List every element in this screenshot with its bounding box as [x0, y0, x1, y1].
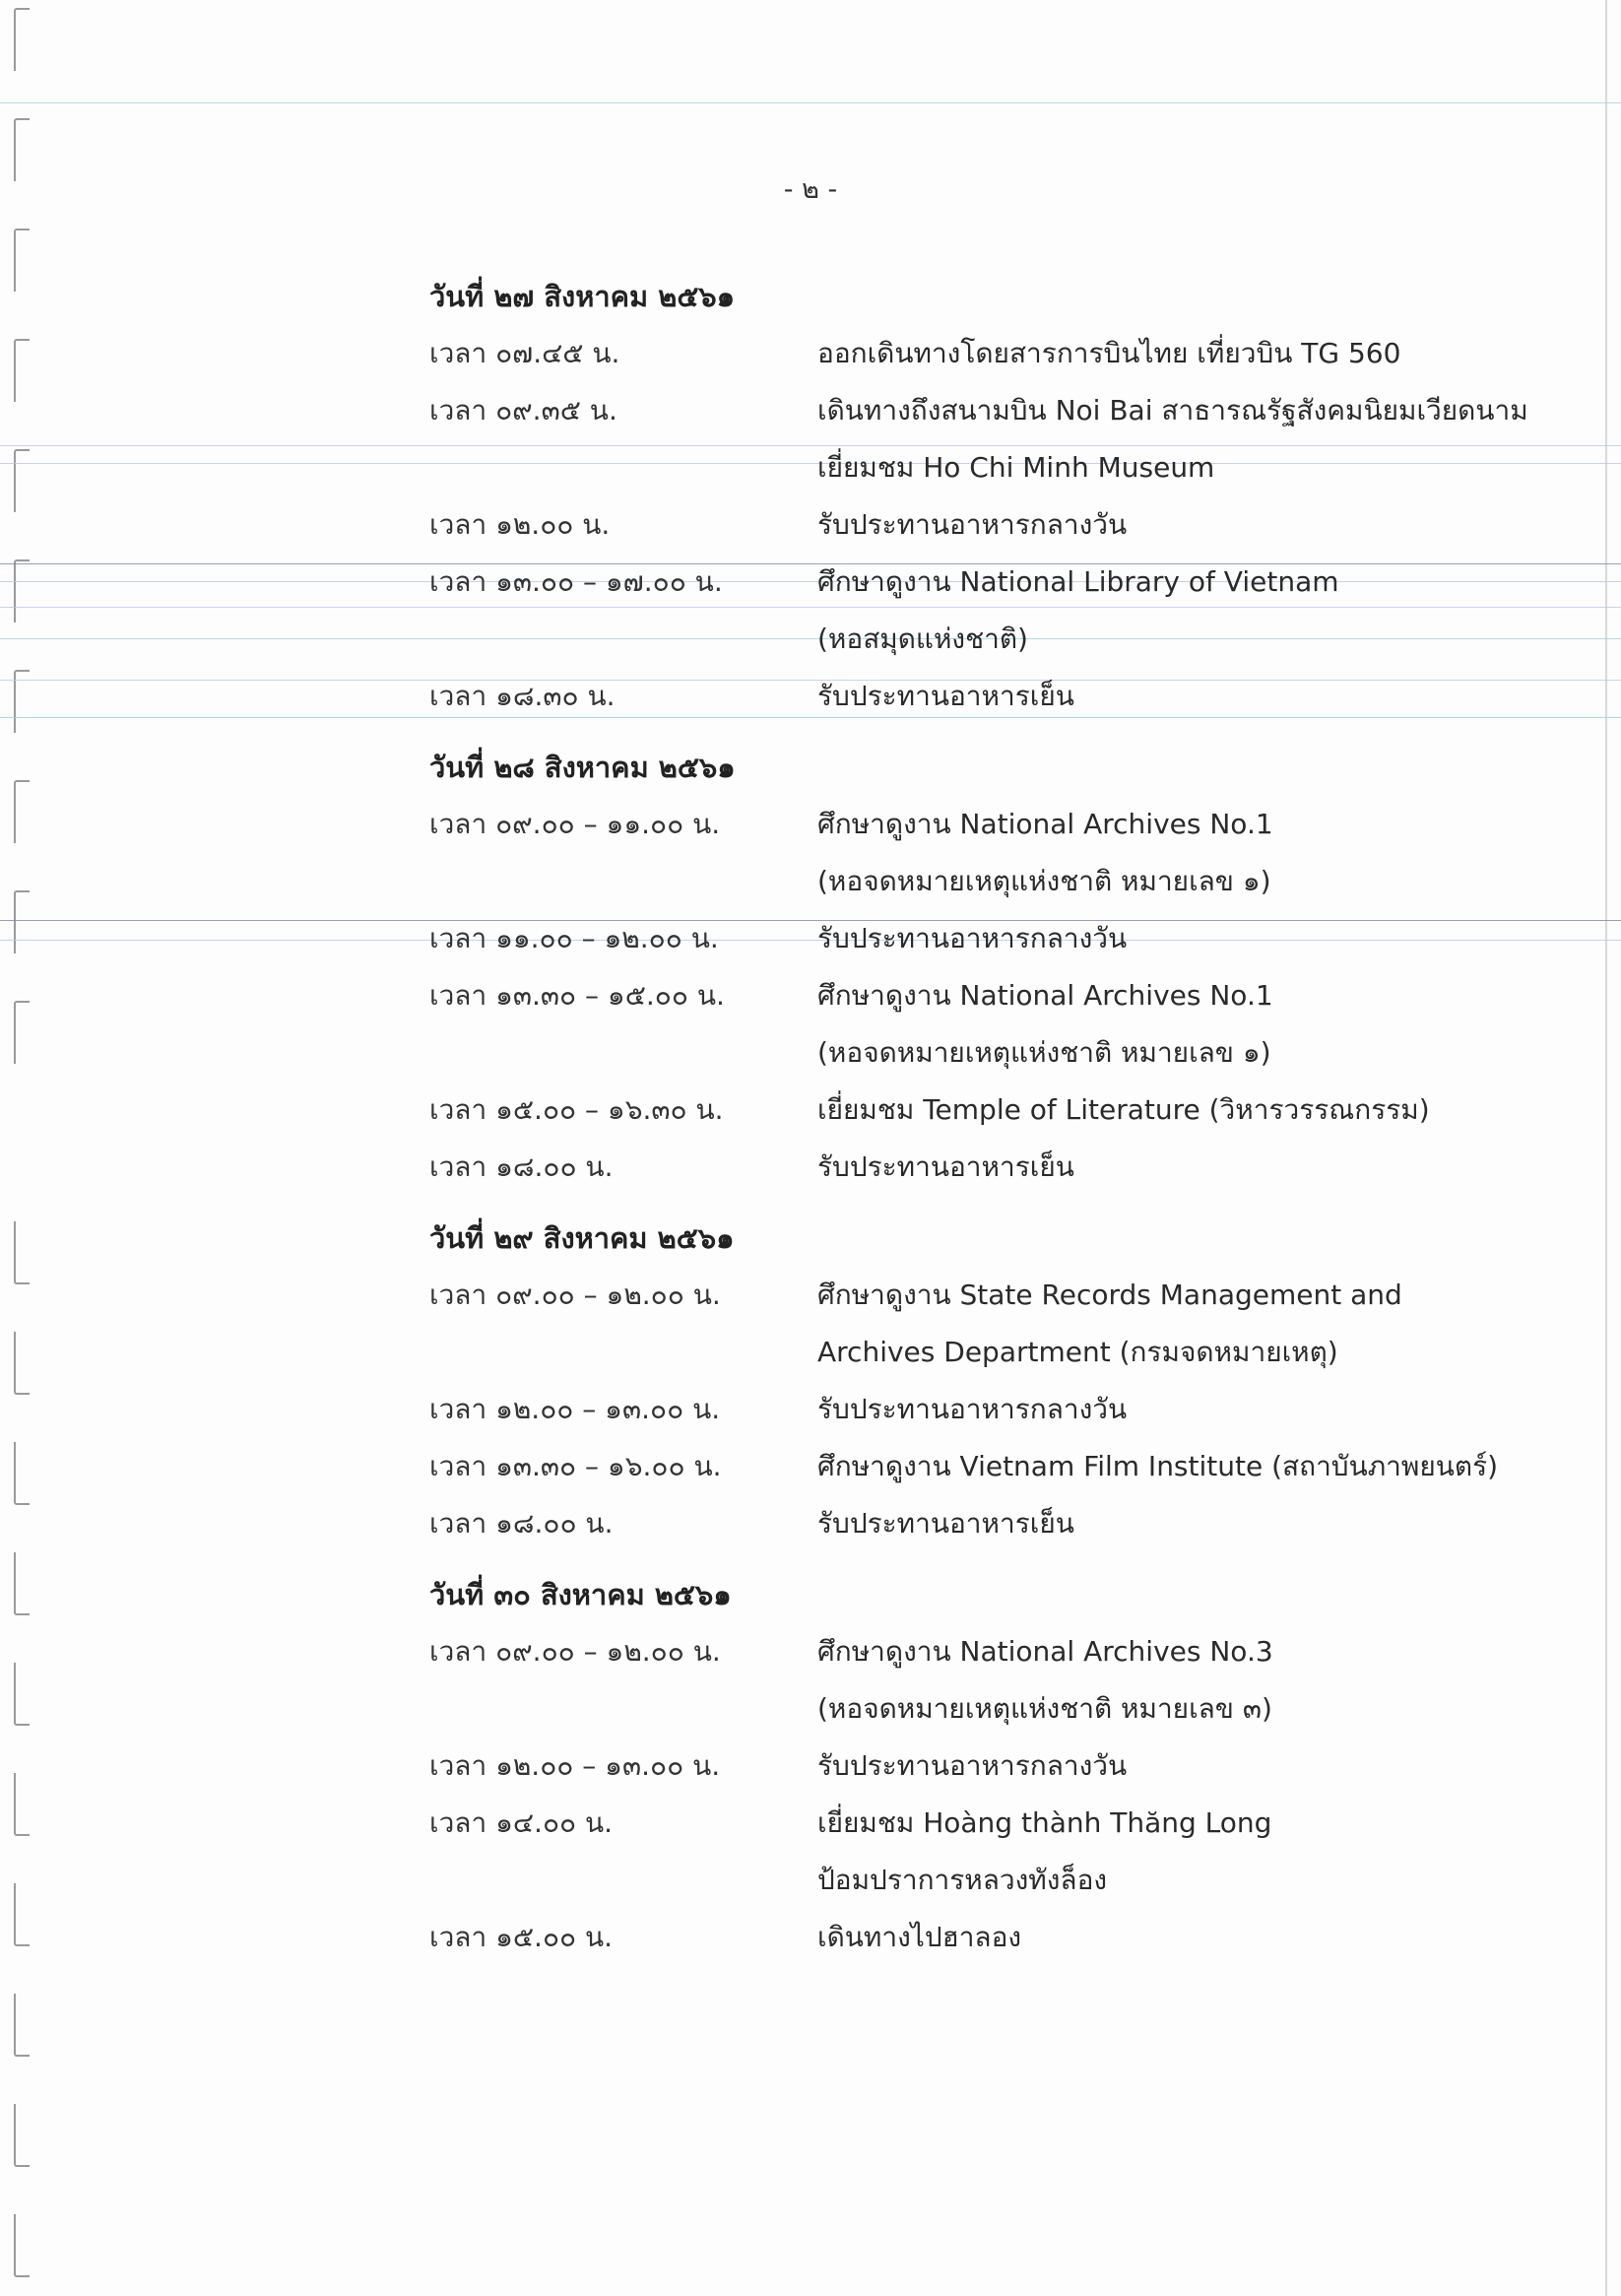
schedule-row: [429, 910, 1523, 967]
activity-cell: ศึกษาดูงาน State Records Management and: [817, 1279, 1402, 1311]
time-cell: เวลา ๐๗.๔๕ น.: [429, 337, 620, 369]
binder-mark: [14, 449, 30, 512]
activity-cell: เยี่ยมชม Temple of Literature (วิหารวรรณกรรม): [817, 1093, 1430, 1126]
schedule-row: [429, 1267, 1523, 1324]
binder-mark: [14, 229, 30, 292]
day-section: [429, 739, 1523, 1196]
time-cell: เวลา ๐๙.๐๐ – ๑๒.๐๐ น.: [429, 1279, 721, 1311]
activity-cell: (หอจดหมายเหตุแห่งชาติ หมายเลข ๑): [817, 865, 1271, 897]
activity-cell: ศึกษาดูงาน National Archives No.3: [817, 1635, 1273, 1668]
binder-mark: [14, 1442, 30, 1505]
activity-cell: เดินทางไปฮาลอง: [817, 1921, 1022, 1953]
activity-cell: รับประทานอาหารกลางวัน: [817, 1749, 1128, 1782]
time-cell: เวลา ๑๒.๐๐ – ๑๓.๐๐ น.: [429, 1393, 721, 1425]
time-cell: [429, 439, 817, 496]
time-cell: [429, 611, 817, 668]
activity-cell: รับประทานอาหารกลางวัน: [817, 508, 1128, 541]
time-cell: เวลา ๑๓.๓๐ – ๑๕.๐๐ น.: [429, 979, 725, 1012]
time-cell: [429, 1852, 817, 1909]
time-cell: [429, 1680, 817, 1738]
day-section: [429, 1210, 1523, 1552]
time-cell: เวลา ๐๙.๐๐ – ๑๑.๐๐ น.: [429, 808, 721, 840]
activity-cell: เยี่ยมชม Hoàng thành Thăng Long: [817, 1806, 1272, 1839]
schedule-row: [429, 1623, 1523, 1680]
binder-mark: [14, 559, 30, 623]
time-cell: เวลา ๑๘.๐๐ น.: [429, 1150, 614, 1183]
binder-mark: [14, 1332, 30, 1395]
schedule-row: [429, 554, 1523, 611]
schedule-row: [429, 1495, 1523, 1552]
schedule-row: [429, 1852, 1523, 1909]
binder-marks: [0, 0, 39, 2296]
time-cell: เวลา ๐๙.๓๕ น.: [429, 394, 617, 426]
schedule-row: [429, 796, 1523, 853]
time-cell: [429, 853, 817, 910]
schedule-row: [429, 1909, 1523, 1966]
time-cell: เวลา ๑๘.๐๐ น.: [429, 1507, 614, 1540]
time-cell: เวลา ๑๒.๐๐ น.: [429, 508, 611, 541]
binder-mark: [14, 1663, 30, 1726]
binder-mark: [14, 2214, 30, 2277]
binder-mark: [14, 780, 30, 843]
time-cell: เวลา ๑๔.๐๐ น.: [429, 1806, 614, 1839]
schedule-row: [429, 1381, 1523, 1438]
activity-cell: รับประทานอาหารเย็น: [817, 680, 1074, 712]
schedule-row: [429, 382, 1528, 439]
binder-mark: [14, 8, 30, 71]
binder-mark: [14, 1001, 30, 1064]
time-cell: เวลา ๐๙.๐๐ – ๑๒.๐๐ น.: [429, 1635, 721, 1668]
schedule-row: [429, 439, 1523, 496]
time-cell: เวลา ๑๕.๐๐ น.: [429, 1921, 614, 1953]
activity-cell: (หอจดหมายเหตุแห่งชาติ หมายเลข ๑): [817, 1036, 1271, 1069]
schedule-row: [429, 1438, 1523, 1495]
binder-mark: [14, 339, 30, 402]
activity-cell: ออกเดินทางโดยสารการบินไทย เที่ยวบิน TG 560: [817, 337, 1401, 369]
time-cell: เวลา ๑๒.๐๐ – ๑๓.๐๐ น.: [429, 1749, 721, 1782]
schedule-row: [429, 668, 1523, 725]
binder-mark: [14, 1883, 30, 1946]
day-section: [429, 1566, 1523, 1966]
scan-artifact-line: [0, 102, 1621, 103]
schedule-row: [429, 1139, 1523, 1196]
activity-cell: ป้อมปราการหลวงทังล็อง: [817, 1864, 1108, 1896]
day-heading: วันที่ ๒๙ สิงหาคม ๒๕๖๑: [429, 1221, 735, 1255]
schedule-row: [429, 853, 1523, 910]
page-edge: [1605, 0, 1607, 2296]
day-section: [429, 268, 1528, 725]
activity-cell: รับประทานอาหารกลางวัน: [817, 1393, 1128, 1425]
activity-cell: ศึกษาดูงาน Vietnam Film Institute (สถาบันภาพยนตร์): [817, 1450, 1499, 1482]
schedule-row: [429, 325, 1523, 382]
time-cell: เวลา ๑๕.๐๐ – ๑๖.๓๐ น.: [429, 1093, 724, 1126]
time-cell: [429, 1324, 817, 1381]
day-heading: วันที่ ๒๘ สิงหาคม ๒๕๖๑: [429, 751, 736, 784]
time-cell: เวลา ๑๘.๓๐ น.: [429, 680, 616, 712]
activity-cell: ศึกษาดูงาน National Archives No.1: [817, 979, 1273, 1012]
activity-cell: (หอสมุดแห่งชาติ): [817, 623, 1028, 655]
time-cell: เวลา ๑๓.๐๐ – ๑๗.๐๐ น.: [429, 565, 723, 598]
schedule-row: [429, 1795, 1523, 1852]
activity-cell: Archives Department (กรมจดหมายเหตุ): [817, 1336, 1338, 1368]
time-cell: [429, 1024, 817, 1082]
binder-mark: [14, 1552, 30, 1615]
activity-cell: (หอจดหมายเหตุแห่งชาติ หมายเลข ๓): [817, 1692, 1272, 1725]
schedule-row: [429, 1324, 1523, 1381]
activity-cell: ศึกษาดูงาน National Library of Vietnam: [817, 565, 1339, 598]
schedule-row: [429, 611, 1523, 668]
binder-mark: [14, 1994, 30, 2057]
time-cell: เวลา ๑๑.๐๐ – ๑๒.๐๐ น.: [429, 922, 719, 954]
binder-mark: [14, 890, 30, 953]
schedule-row: [429, 1680, 1523, 1738]
day-heading: วันที่ ๒๗ สิงหาคม ๒๕๖๑: [429, 280, 736, 313]
binder-mark: [14, 1773, 30, 1836]
day-heading: วันที่ ๓๐ สิงหาคม ๒๕๖๑: [429, 1578, 732, 1611]
schedule-row: [429, 1082, 1523, 1139]
time-cell: เวลา ๑๓.๓๐ – ๑๖.๐๐ น.: [429, 1450, 722, 1482]
activity-cell: เยี่ยมชม Ho Chi Minh Museum: [817, 451, 1215, 484]
page-number: - ๒ -: [783, 174, 838, 205]
schedule-row: [429, 496, 1523, 554]
binder-mark: [14, 1221, 30, 1284]
activity-cell: รับประทานอาหารกลางวัน: [817, 922, 1128, 954]
schedule-row: [429, 1024, 1523, 1082]
schedule-row: [429, 967, 1523, 1024]
activity-cell: ศึกษาดูงาน National Archives No.1: [817, 808, 1273, 840]
activity-cell: รับประทานอาหารเย็น: [817, 1150, 1074, 1183]
binder-mark: [14, 2104, 30, 2167]
schedule-row: [429, 1738, 1523, 1795]
activity-cell: รับประทานอาหารเย็น: [817, 1507, 1074, 1540]
schedule: [429, 268, 1528, 1966]
activity-cell: เดินทางถึงสนามบิน Noi Bai สาธารณรัฐสังคมนิยมเวียดนาม: [817, 394, 1528, 426]
